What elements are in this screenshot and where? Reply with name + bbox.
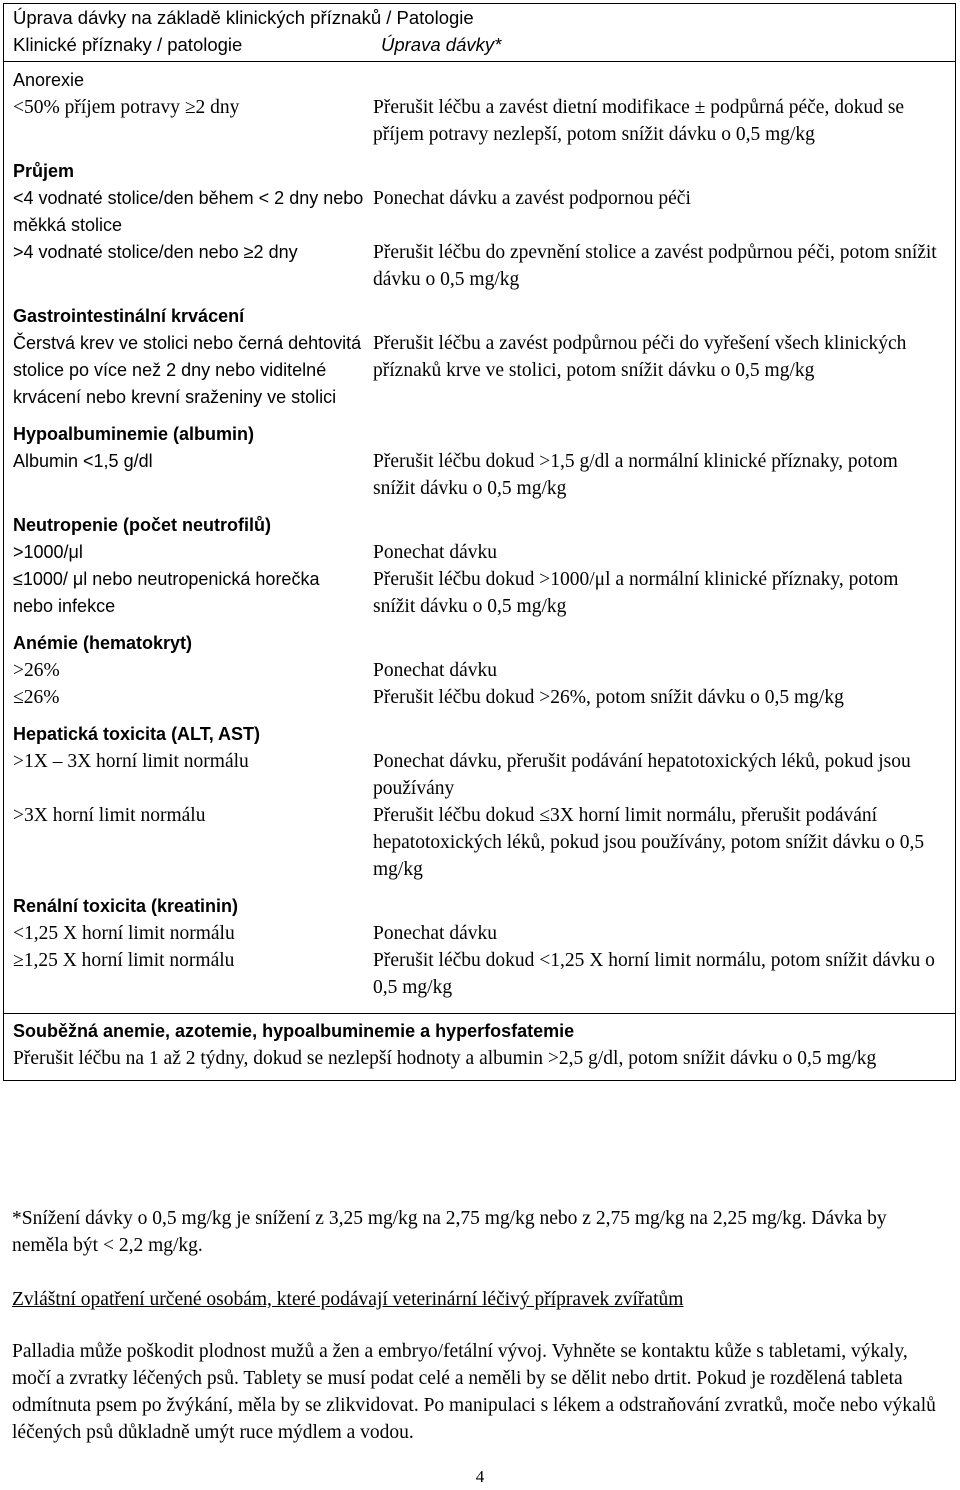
table-row [4,920,955,947]
section-block [4,148,955,293]
table-row [4,448,955,502]
section-block [4,883,955,1001]
dose-action: Přerušit léčbu a zavést dietní modifikace ± podpůrná péče, dokud se příjem potravy nezlepší, potom snížit dávku o 0,5 mg/kg [373,97,905,145]
table-row [4,684,955,711]
clinical-sign: Albumin <1,5 g/dl [13,451,153,471]
table-header [4,4,955,62]
clinical-sign: ≤1000/ μl nebo neutropenická horečka nebo infekce [13,569,320,616]
section-title: Průjem [13,161,75,181]
dose-action: Ponechat dávku [373,923,498,944]
table-row [4,748,955,802]
dose-action: Přerušit léčbu do zpevnění stolice a zavést podpůrnou péči, potom snížit dávku o 0,5 mg/kg [373,242,937,290]
section-title: Gastrointestinální krvácení [13,306,245,326]
dose-action: Ponechat dávku, přerušit podávání hepatotoxických léků, pokud jsou používány [373,751,911,799]
clinical-sign: ≥1,25 X horní limit normálu [13,950,235,971]
section-title: Anorexie [13,70,85,90]
special-precautions-heading: Zvláštní opatření určené osobám, které podávají veterinární léčivý přípravek zvířatům [12,1289,684,1310]
table-body [4,62,955,1001]
dose-action: Přerušit léčbu dokud >1,5 g/dl a normální klinické příznaky, potom snížit dávku o 0,5 mg/kg [373,451,898,499]
clinical-sign: <1,25 X horní limit normálu [13,923,235,944]
clinical-sign: <50% příjem potravy ≥2 dny [13,97,240,118]
section-title: Neutropenie (počet neutrofilů) [13,515,271,535]
concurrent-title: Souběžná anemie, azotemie, hypoalbuminemie a hyperfosfatemie [13,1021,575,1041]
concurrent-conditions [4,1013,955,1080]
page-number: 4 [475,1467,485,1486]
table-row [4,802,955,883]
table-row [4,330,955,411]
section-title: Anémie (hematokryt) [13,633,193,653]
table-row [4,239,955,293]
section-block [4,411,955,502]
dose-action: Přerušit léčbu dokud >1000/μl a normální klinické příznaky, potom snížit dávku o 0,5 mg/kg [373,569,899,617]
clinical-sign: >1000/μl [13,542,83,562]
clinical-sign: Čerstvá krev ve stolici nebo černá dehtovitá stolice po více než 2 dny nebo viditelné krvácení nebo krevní sraženiny ve stolici [13,333,362,407]
dose-action: Ponechat dávku a zavést podpornou péči [373,188,691,209]
column-header-signs: Klinické příznaky / patologie [13,34,243,55]
section-block [4,502,955,620]
dose-action: Přerušit léčbu dokud >26%, potom snížit dávku o 0,5 mg/kg [373,687,844,708]
palladia-warning-text: Palladia může poškodit plodnost mužů a žen a embryo/fetální vývoj. Vyhněte se kontaktu kůže s tabletami, výkaly, močí a zvratky léčených psů. Tablety se musí podat celé a neměli by se dělit nebo drtit. Pokud je rozdělená tableta odmítnuta psem po žvýkání, měla by se zlikvidovat. Po manipulaci s lékem a odstraňování zvratků, moče nebo výkalů léčených psů důkladně umýt ruce mýdlem a vodou. [12,1341,936,1443]
section-block [4,620,955,711]
table-title: Úprava dávky na základě klinických příznaků / Patologie [13,7,474,28]
table-row [4,947,955,1001]
section-title: Hypoalbuminemie (albumin) [13,424,255,444]
dose-action: Přerušit léčbu dokud <1,25 X horní limit normálu, potom snížit dávku o 0,5 mg/kg [373,950,935,998]
clinical-sign: >4 vodnaté stolice/den nebo ≥2 dny [13,242,298,262]
dose-action: Přerušit léčbu a zavést podpůrnou péči do vyřešení všech klinických příznaků krve ve stolici, potom snížit dávku o 0,5 mg/kg [373,333,907,381]
table-row [4,566,955,620]
section-block [4,711,955,883]
dose-action: Přerušit léčbu dokud ≤3X horní limit normálu, přerušit podávání hepatotoxických léků, pokud jsou používány, potom snížit dávku o 0,5 mg/kg [373,805,925,880]
section-title: Hepatická toxicita (ALT, AST) [13,724,261,744]
clinical-sign: >26% [13,660,60,681]
section-title: Renální toxicita (kreatinin) [13,896,239,916]
column-header-dose: Úprava dávky* [381,34,502,55]
clinical-sign: <4 vodnaté stolice/den během < 2 dny nebo měkká stolice [13,188,364,235]
clinical-sign: >1X – 3X horní limit normálu [13,751,249,772]
table-row [4,657,955,684]
dose-footnote: *Snížení dávky o 0,5 mg/kg je snížení z 3,25 mg/kg na 2,75 mg/kg nebo z 2,75 mg/kg na 2,25 mg/kg. Dávka by neměla být < 2,2 mg/kg. [12,1208,887,1256]
section-block [4,293,955,411]
dose-adjustment-table [3,3,956,1081]
dose-action: Ponechat dávku [373,660,498,681]
table-row [4,539,955,566]
table-row [4,185,955,239]
dose-action: Ponechat dávku [373,542,498,563]
clinical-sign: >3X horní limit normálu [13,805,206,826]
clinical-sign: ≤26% [13,687,60,708]
concurrent-text: Přerušit léčbu na 1 až 2 týdny, dokud se nezlepší hodnoty a albumin >2,5 g/dl, potom snížit dávku o 0,5 mg/kg [13,1048,877,1069]
section-block [4,62,955,148]
table-row [4,94,955,148]
